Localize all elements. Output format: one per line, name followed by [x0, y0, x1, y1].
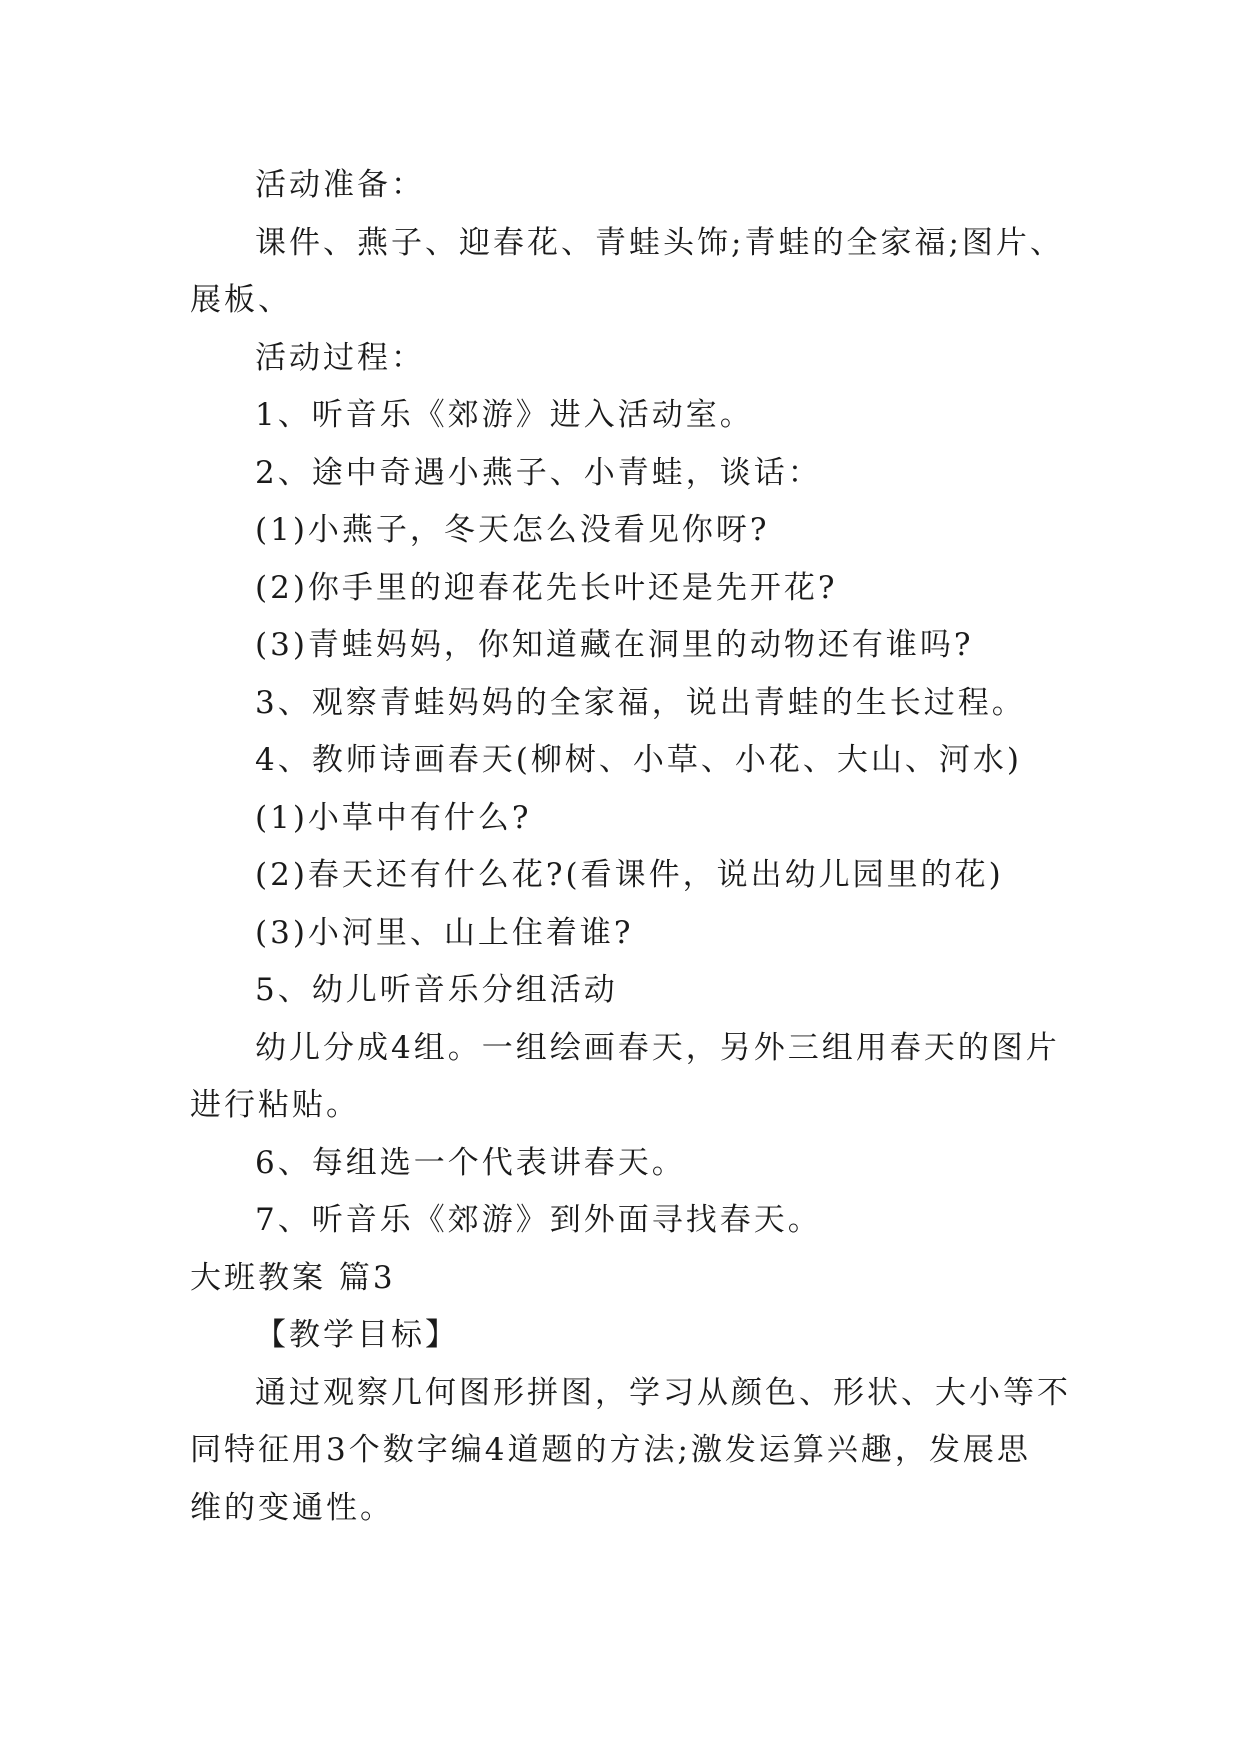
- text-line: 【教学目标】: [255, 1317, 459, 1353]
- text-line: 同特征用3个数字编4道题的方法;激发运算兴趣，发展思: [190, 1432, 1031, 1468]
- text-line: 活动过程：: [255, 340, 425, 376]
- text-line: 7、听音乐《郊游》到外面寻找春天。: [255, 1202, 822, 1238]
- text-line: 4、教师诗画春天(柳树、小草、小花、大山、河水): [255, 742, 1022, 778]
- text-line: 幼儿分成4组。一组绘画春天，另外三组用春天的图片: [255, 1030, 1060, 1066]
- text-line: (3)小河里、山上住着谁?: [255, 915, 634, 951]
- text-line: (3)青蛙妈妈，你知道藏在洞里的动物还有谁吗?: [255, 627, 974, 663]
- text-line: 1、听音乐《郊游》进入活动室。: [255, 397, 754, 433]
- text-line: 6、每组选一个代表讲春天。: [255, 1145, 686, 1181]
- text-line: 2、途中奇遇小燕子、小青蛙，谈话：: [255, 455, 822, 491]
- text-line: 展板、: [190, 282, 292, 318]
- text-line: 3、观察青蛙妈妈的全家福，说出青蛙的生长过程。: [255, 685, 1026, 721]
- text-line: 5、幼儿听音乐分组活动: [255, 972, 618, 1008]
- text-line: 活动准备：: [255, 167, 425, 203]
- text-line: (1)小燕子，冬天怎么没看见你呀?: [255, 512, 770, 548]
- text-line: (2)春天还有什么花?(看课件，说出幼儿园里的花): [255, 857, 1004, 893]
- section-heading: 大班教案 篇3: [190, 1260, 396, 1296]
- text-line: 维的变通性。: [190, 1490, 394, 1526]
- text-line: (1)小草中有什么?: [255, 800, 532, 836]
- text-line: 通过观察几何图形拼图，学习从颜色、形状、大小等不: [255, 1375, 1071, 1411]
- text-line: 进行粘贴。: [190, 1087, 360, 1123]
- text-line: 课件、燕子、迎春花、青蛙头饰;青蛙的全家福;图片、: [255, 225, 1064, 261]
- text-line: (2)你手里的迎春花先长叶还是先开花?: [255, 570, 838, 606]
